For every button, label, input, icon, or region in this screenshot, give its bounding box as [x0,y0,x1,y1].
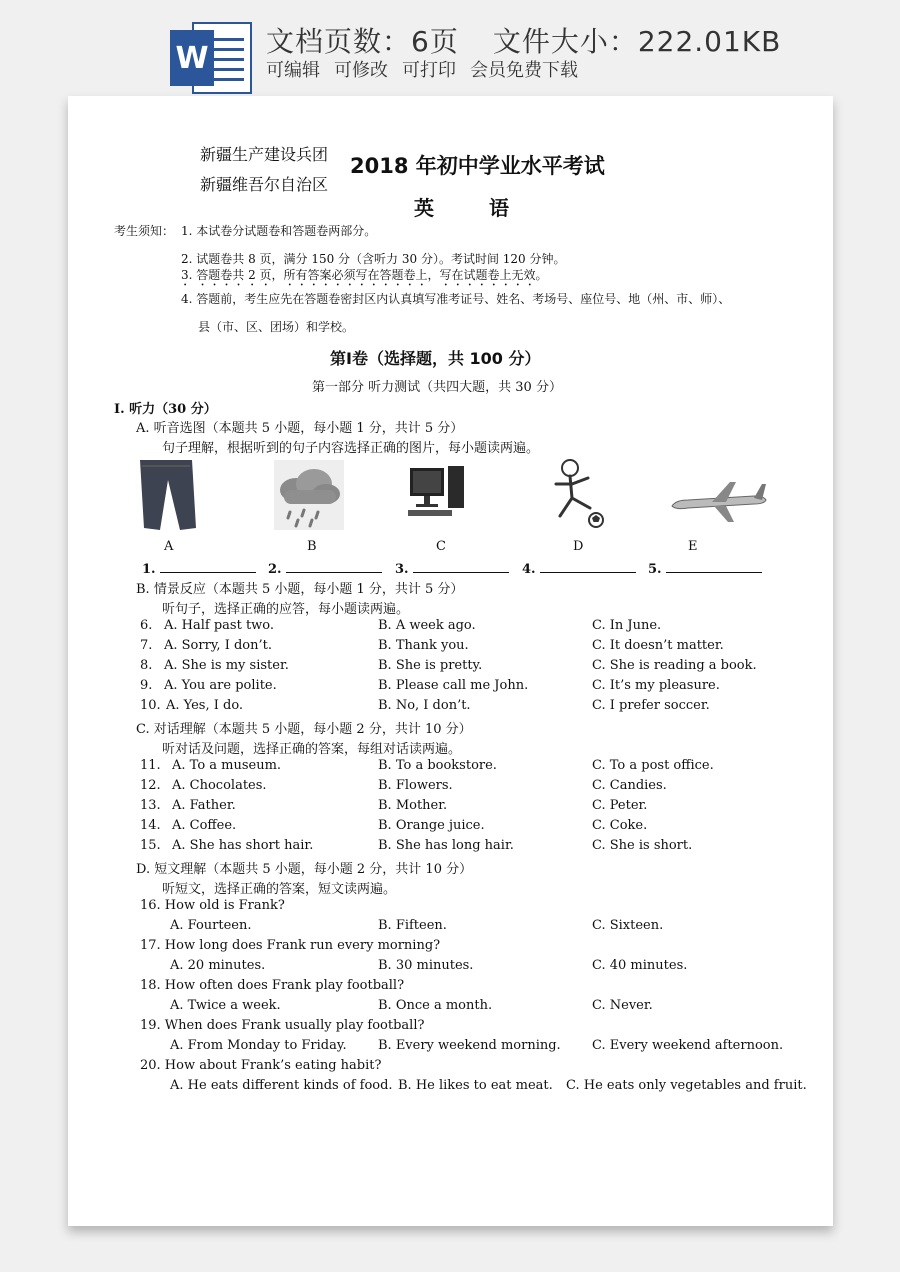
option-a: A. You are polite. [164,678,277,693]
airplane-icon [668,476,768,524]
section-a-instructions: 句子理解，根据听到的句子内容选择正确的图片，每小题读两遍。 [162,441,540,456]
football-player-icon [542,458,612,530]
question-number: 11. [140,758,161,773]
option-b: B. To a bookstore. [378,758,497,773]
answer-blank-3[interactable]: 3. [395,560,509,577]
answer-blank-4[interactable]: 4. [522,560,636,577]
file-meta [266,20,815,60]
option-c: C. Sixteen. [592,918,664,933]
option-c: C. To a post office. [592,758,714,773]
option-c: C. In June. [592,618,662,633]
notice-2: 2. 试题卷共 8 页，满分 150 分（含听力 30 分）。考试时间 120 分钟。 [181,252,566,266]
option-b: B. Orange juice. [378,818,485,833]
option-a: A. Chocolates. [172,778,267,793]
picture-label-d: D [573,539,584,554]
question-number: 15. [140,838,161,853]
option-b: B. Every weekend morning. [378,1038,561,1053]
option-a: A. Fourteen. [170,918,252,933]
section-a-heading: A. 听音选图（本题共 5 小题，每小题 1 分，共计 5 分） [136,421,464,436]
answer-blank-2[interactable]: 2. [268,560,382,577]
listening-heading: I. 听力（30 分） [114,402,217,417]
option-c: C. Never. [592,998,653,1013]
question-number: 14. [140,818,161,833]
option-a: A. Sorry, I don’t. [164,638,272,653]
option-c: C. 40 minutes. [592,958,688,973]
option-b: B. Flowers. [378,778,453,793]
answer-blank-1[interactable]: 1. [142,560,256,577]
page-count: 文档页数：6页 [266,25,459,58]
option-b: B. She is pretty. [378,658,483,673]
option-a: A. Yes, I do. [166,698,244,713]
section-b-instructions: 听句子，选择正确的应答，每小题读两遍。 [162,602,410,617]
option-c: C. Every weekend afternoon. [592,1038,784,1053]
question-number: 7. [140,638,153,653]
option-b: B. Once a month. [378,998,493,1013]
option-a: A. He eats different kinds of food. [170,1078,393,1093]
option-c: C. He eats only vegetables and fruit. [566,1078,807,1093]
question-stem: 16. How old is Frank? [140,898,285,913]
option-c: C. It’s my pleasure. [592,678,720,693]
section-d-heading: D. 短文理解（本题共 5 小题，每小题 2 分，共计 10 分） [136,862,473,877]
computer-icon [406,464,470,520]
option-b: B. She has long hair. [378,838,514,853]
option-c: C. Peter. [592,798,648,813]
option-b: B. No, I don’t. [378,698,471,713]
question-stem: 20. How about Frank’s eating habit? [140,1058,382,1073]
notice-3: 3. 答题卷共 2 页，所有答案必须写在答题卷上，写在试题卷上无效。 [181,268,548,282]
org-line-1: 新疆生产建设兵团 [200,145,329,164]
exam-subject: 英 语 [414,196,533,220]
section-d-instructions: 听短文，选择正确的答案，短文读两遍。 [162,882,397,897]
answer-blank-5[interactable]: 5. [648,560,762,577]
option-b: B. Thank you. [378,638,469,653]
picture-label-b: B [307,539,317,554]
option-b: B. He likes to eat meat. [398,1078,553,1093]
picture-label-e: E [688,539,698,554]
trousers-icon [132,458,200,532]
feature-item: 可修改 [334,60,388,81]
question-number: 12. [140,778,161,793]
question-number: 8. [140,658,153,673]
notice-label: 考生须知： [114,224,175,238]
rain-cloud-icon [274,460,344,530]
word-document-icon: W [170,22,252,94]
option-b: B. 30 minutes. [378,958,474,973]
download-banner [0,0,900,96]
option-c: C. Coke. [592,818,648,833]
option-a: A. From Monday to Friday. [170,1038,347,1053]
picture-label-a: A [164,539,174,554]
option-a: A. 20 minutes. [170,958,266,973]
section-c-heading: C. 对话理解（本题共 5 小题，每小题 2 分，共计 10 分） [136,722,472,737]
feature-list [266,56,592,82]
option-b: B. Please call me John. [378,678,529,693]
question-number: 13. [140,798,161,813]
notice-5: 县（市、区、团场）和学校。 [198,320,355,334]
question-number: 10. [140,698,161,713]
notice-4: 4. 答题前，考生应先在答题卷密封区内认真填写准考证号、姓名、考场号、座位号、地（州、市、师）、 [181,292,731,306]
question-number: 9. [140,678,153,693]
question-number: 6. [140,618,153,633]
document-page [68,96,833,1226]
option-a: A. She is my sister. [164,658,289,673]
org-line-2: 新疆维吾尔自治区 [200,175,329,194]
section-c-instructions: 听对话及问题，选择正确的答案，每组对话读两遍。 [162,742,462,757]
option-c: C. I prefer soccer. [592,698,710,713]
file-size: 文件大小：222.01KB [492,25,782,58]
option-c: C. It doesn’t matter. [592,638,724,653]
option-b: B. Fifteen. [378,918,447,933]
option-a: A. Father. [172,798,236,813]
question-stem: 19. When does Frank usually play football? [140,1018,425,1033]
option-a: A. To a museum. [172,758,282,773]
section-b-heading: B. 情景反应（本题共 5 小题，每小题 1 分，共计 5 分） [136,582,464,597]
option-a: A. She has short hair. [172,838,314,853]
option-a: A. Twice a week. [170,998,281,1013]
question-stem: 18. How often does Frank play football? [140,978,405,993]
exam-title: 2018 年初中学业水平考试 [350,154,605,178]
option-b: B. A week ago. [378,618,476,633]
option-c: C. She is reading a book. [592,658,757,673]
feature-item: 可编辑 [266,60,320,81]
feature-item: 可打印 [402,60,456,81]
volume-title: 第Ⅰ卷（选择题，共 100 分） [330,349,541,368]
picture-label-c: C [436,539,446,554]
option-b: B. Mother. [378,798,448,813]
notice-1: 1. 本试卷分试题卷和答题卷两部分。 [181,224,377,238]
option-a: A. Half past two. [164,618,275,633]
question-stem: 17. How long does Frank run every morning? [140,938,441,953]
option-c: C. She is short. [592,838,693,853]
part-title: 第一部分 听力测试（共四大题，共 30 分） [312,380,562,395]
option-c: C. Candies. [592,778,667,793]
feature-item: 会员免费下载 [470,60,578,81]
option-a: A. Coffee. [172,818,237,833]
